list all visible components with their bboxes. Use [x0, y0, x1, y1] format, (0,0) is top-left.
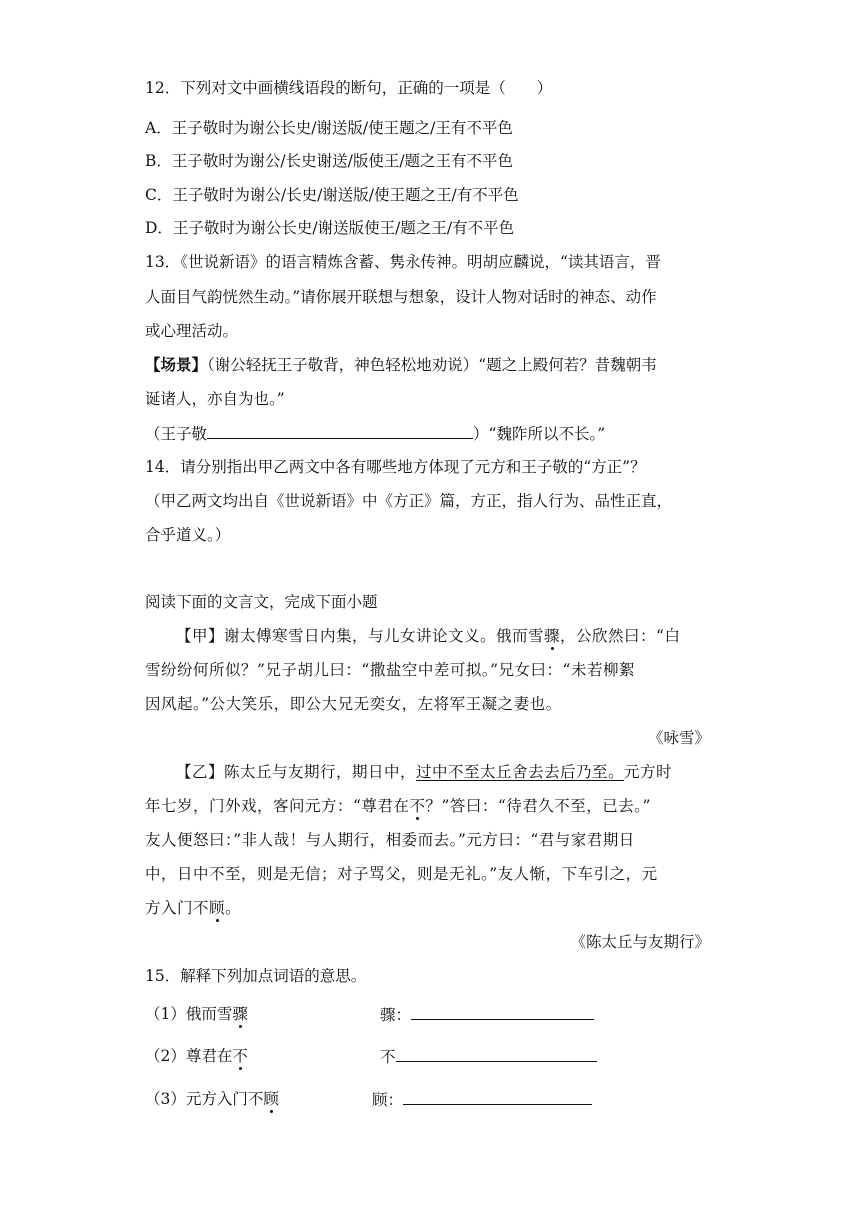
scene-tag: 【场景】: [145, 355, 208, 374]
yi-text-5b: 。: [225, 899, 242, 917]
q15-item-1-text: 俄而雪: [185, 1005, 233, 1023]
jia-text-1a: 【甲】谢太傅寒雪日内集，与儿女讲论文义。俄而雪: [176, 627, 545, 645]
jia-line2: 雪纷纷何所似？”兄子胡儿曰：“撒盐空中差可拟。”兄女曰：“未若柳絮: [145, 661, 635, 679]
yi-line4: 中，日中不至，则是无信；对子骂父，则是无礼。”友人惭，下车引之，元: [145, 865, 658, 883]
yi-text-5a: 方入门不: [145, 899, 210, 917]
q13-stem-line2: 人面目气韵恍然生动。”请你展开联想与想象，设计人物对话时的神态、动作: [145, 288, 657, 306]
scene-text-1: （谢公轻抚王子敬背，神色轻松地劝说）“题之上殿何若？昔魏朝韦: [207, 356, 657, 374]
q15-item-3-label: 顾：: [372, 1091, 404, 1109]
jia-line3: 因风起。”公大笑乐，即公大兄无奕女，左将军王凝之妻也。: [145, 695, 562, 713]
yi-text-1a: 【乙】陈太丘与友期行，期日中，: [176, 763, 417, 781]
q15-item-3-blank[interactable]: [403, 1089, 592, 1105]
yi-line5: [145, 898, 241, 918]
yi-text-1b: 元方时: [624, 763, 673, 781]
q15-item-3-num: （3）: [145, 1090, 186, 1108]
q13-scene-line1: [145, 355, 657, 375]
jia-source: 《咏雪》: [647, 729, 710, 747]
q13-scene-line2: 诞诸人，亦自为也。”: [145, 390, 285, 408]
yi-dotted-char-1: 不: [409, 797, 426, 815]
answer-suffix: ）“魏阼所以不长。”: [473, 425, 606, 443]
yi-text-2a: 年七岁，门外戏，客问元方：“尊君在: [145, 797, 410, 815]
q12-option-a: A．王子敬时为谢公长史/谢送版/使王题之/王有不平色: [145, 119, 513, 137]
jia-dotted-char: 骤: [544, 627, 561, 645]
q15-stem: 15．解释下列加点词语的意思。: [145, 967, 367, 985]
jia-line1: [176, 626, 680, 646]
q13-stem-line3: 或心理活动。: [145, 322, 239, 340]
q14-line3: 合乎道义。）: [145, 526, 231, 544]
q13-stem-line1: 13．《世说新语》的语言精炼含蓄、隽永传神。明胡应麟说，“读其语言，晋: [145, 253, 661, 271]
jia-text-1b: ，公欣然曰：“白: [560, 627, 681, 645]
q15-item-3-text: 元方入门不: [185, 1090, 264, 1108]
q14-line2: （甲乙两文均出自《世说新语》中《方正》篇，方正，指人行为、品性正直，: [145, 492, 673, 510]
q15-item-2-dotted-char: 不: [232, 1047, 248, 1065]
answer-prefix: （王子敬: [145, 425, 208, 443]
q13-answer-line: [145, 423, 605, 444]
answer-blank[interactable]: [207, 423, 473, 439]
q12-option-d: D．王子敬时为谢公长史/谢送版使王/题之王/有不平色: [145, 219, 515, 237]
q15-item-2-label: 不: [380, 1048, 396, 1066]
q15-item-2-blank[interactable]: [396, 1046, 597, 1062]
q15-item-2-text: 尊君在: [185, 1047, 233, 1065]
yi-dotted-char-2: 顾: [209, 899, 226, 917]
q15-item-2: [145, 1046, 248, 1066]
q12-stem: 12．下列对文中画横线语段的断句，正确的一项是（ ）: [145, 79, 553, 97]
q15-item-1-label: 骤：: [380, 1006, 412, 1024]
q15-item-2-answer: [380, 1046, 597, 1067]
yi-underlined-segment: 过中不至太丘舍去去后乃至。: [416, 763, 625, 781]
q15-item-3: [145, 1089, 279, 1109]
q15-item-1-num: （1）: [145, 1005, 186, 1023]
q12-option-c: C．王子敬时为谢公/长史/谢送版/使王题之王/有不平色: [145, 186, 519, 204]
q12-option-b: B．王子敬时为谢公/长史谢送/版使王/题之王有不平色: [145, 152, 514, 170]
q15-item-1-blank[interactable]: [411, 1004, 594, 1020]
yi-text-2b: ？”答曰：“待君久不至，已去。”: [425, 797, 651, 815]
reading-intro: 阅读下面的文言文，完成下面小题: [145, 593, 378, 611]
yi-line1: [176, 762, 672, 782]
q14-line1: 14．请分别指出甲乙两文中各有哪些地方体现了元方和王子敬的“方正”？: [145, 458, 646, 476]
q15-item-2-num: （2）: [145, 1047, 186, 1065]
q15-item-3-dotted-char: 顾: [263, 1090, 279, 1108]
q15-item-1-dotted-char: 骤: [232, 1005, 248, 1023]
yi-line3: 友人便怒曰：”非人哉！与人期行，相委而去。”元方曰：“君与家君期日: [145, 831, 635, 849]
q15-item-3-answer: [372, 1089, 592, 1110]
q15-item-1: [145, 1004, 248, 1024]
q15-item-1-answer: [380, 1004, 594, 1025]
yi-line2: [145, 796, 651, 816]
yi-source: 《陈太丘与友期行》: [570, 933, 710, 951]
